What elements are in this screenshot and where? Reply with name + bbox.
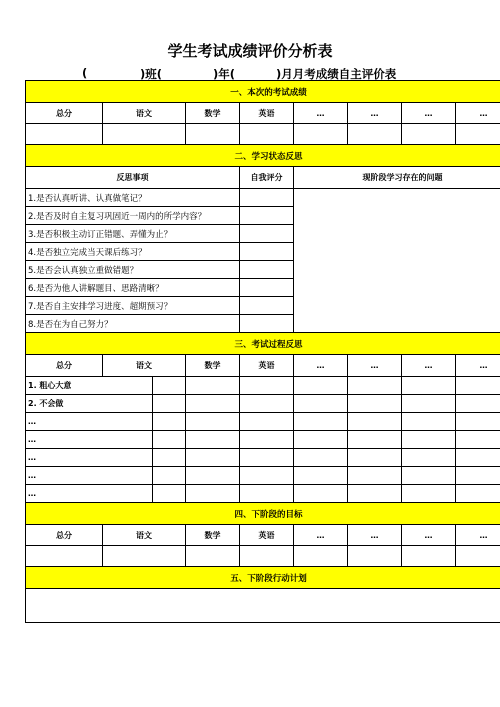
section3-header-row <box>26 355 500 377</box>
process-cell[interactable] <box>186 449 240 467</box>
header-ellipsis: … <box>348 355 402 377</box>
process-cell[interactable] <box>348 413 402 431</box>
header-current-problems: 现阶段学习存在的问题 <box>294 167 500 189</box>
section4-header-row <box>26 525 500 546</box>
header-chinese: 语文 <box>103 525 186 546</box>
process-cell[interactable] <box>456 485 500 503</box>
reflection-row <box>26 189 500 207</box>
header-english: 英语 <box>240 525 294 546</box>
target-cell[interactable] <box>294 546 348 567</box>
score-cell[interactable] <box>348 124 402 145</box>
self-score-cell[interactable] <box>240 225 294 243</box>
process-cell[interactable] <box>294 413 348 431</box>
header-ellipsis: … <box>402 103 456 124</box>
reflection-item: 3.是否积极主动订正错题、弄懂为止？ <box>26 225 240 243</box>
process-cell[interactable] <box>348 377 402 395</box>
process-cell[interactable] <box>294 377 348 395</box>
section3-heading: 三、考试过程反思 <box>26 333 500 355</box>
score-cell[interactable] <box>186 124 240 145</box>
header-math: 数学 <box>186 355 240 377</box>
score-cell[interactable] <box>456 124 500 145</box>
process-row <box>26 377 500 395</box>
process-row <box>26 395 500 413</box>
self-score-cell[interactable] <box>240 189 294 207</box>
self-score-cell[interactable] <box>240 315 294 333</box>
section2-heading: 二、学习状态反思 <box>26 145 500 167</box>
process-cell[interactable] <box>186 377 240 395</box>
score-cell[interactable] <box>103 124 186 145</box>
process-row <box>26 449 500 467</box>
process-cell[interactable] <box>402 377 456 395</box>
header-ellipsis: … <box>402 355 456 377</box>
section1-header-row <box>26 103 500 124</box>
process-cell[interactable] <box>294 467 348 485</box>
self-score-cell[interactable] <box>240 243 294 261</box>
reflection-item: 6.是否为他人讲解题目、思路清晰？ <box>26 279 240 297</box>
evaluation-table <box>25 80 500 623</box>
reflection-item: 8.是否在为自己努力？ <box>26 315 240 333</box>
header-total: 总分 <box>26 103 103 124</box>
process-label: … <box>26 449 153 467</box>
process-cell[interactable] <box>348 449 402 467</box>
process-cell[interactable] <box>294 449 348 467</box>
score-cell[interactable] <box>294 124 348 145</box>
header-ellipsis: … <box>294 103 348 124</box>
score-cell[interactable] <box>240 124 294 145</box>
target-cell[interactable] <box>240 546 294 567</box>
process-cell[interactable] <box>240 377 294 395</box>
header-ellipsis: … <box>348 103 402 124</box>
self-score-cell[interactable] <box>240 207 294 225</box>
target-cell[interactable] <box>186 546 240 567</box>
action-plan-area[interactable] <box>26 589 500 623</box>
header-self-score: 自我评分 <box>240 167 294 189</box>
process-cell[interactable] <box>153 467 186 485</box>
process-cell[interactable] <box>456 377 500 395</box>
process-cell[interactable] <box>153 395 186 413</box>
problems-cell[interactable] <box>294 189 500 333</box>
header-chinese: 语文 <box>103 103 186 124</box>
process-cell[interactable] <box>186 395 240 413</box>
process-cell[interactable] <box>240 395 294 413</box>
header-ellipsis: … <box>294 355 348 377</box>
process-cell[interactable] <box>294 431 348 449</box>
subtitle-year: )年( <box>213 67 236 81</box>
process-cell[interactable] <box>240 431 294 449</box>
process-label: 2. 不会做 <box>26 395 153 413</box>
process-cell[interactable] <box>186 467 240 485</box>
process-cell[interactable] <box>153 413 186 431</box>
process-cell[interactable] <box>348 485 402 503</box>
process-label: … <box>26 413 153 431</box>
reflection-item: 2.是否及时自主复习巩固近一周内的所学内容？ <box>26 207 240 225</box>
process-cell[interactable] <box>186 485 240 503</box>
section2-header-row <box>26 167 500 189</box>
header-ellipsis: … <box>402 525 456 546</box>
page-title: 学生考试成绩评价分析表 <box>167 42 333 60</box>
process-label: … <box>26 431 153 449</box>
subtitle-month: )月月考成绩自主评价表 <box>276 67 397 81</box>
section1-score-row <box>26 124 500 145</box>
subtitle-open-paren: ( <box>82 66 88 80</box>
process-cell[interactable] <box>186 431 240 449</box>
header-chinese: 语文 <box>103 355 186 377</box>
process-row <box>26 485 500 503</box>
process-row <box>26 467 500 485</box>
header-ellipsis: … <box>294 525 348 546</box>
header-reflection-items: 反思事项 <box>26 167 240 189</box>
process-cell[interactable] <box>456 413 500 431</box>
process-cell[interactable] <box>153 377 186 395</box>
process-cell[interactable] <box>402 431 456 449</box>
process-cell[interactable] <box>186 413 240 431</box>
process-cell[interactable] <box>153 431 186 449</box>
subtitle-class: )班( <box>140 67 163 81</box>
process-label: … <box>26 467 153 485</box>
header-math: 数学 <box>186 525 240 546</box>
process-cell[interactable] <box>456 449 500 467</box>
reflection-item: 4.是否独立完成当天课后练习？ <box>26 243 240 261</box>
target-cell[interactable] <box>348 546 402 567</box>
header-total: 总分 <box>26 355 103 377</box>
score-cell[interactable] <box>26 124 103 145</box>
process-cell[interactable] <box>348 431 402 449</box>
process-cell[interactable] <box>240 449 294 467</box>
section5-heading: 五、下阶段行动计划 <box>26 567 500 589</box>
process-cell[interactable] <box>402 413 456 431</box>
process-row <box>26 413 500 431</box>
target-cell[interactable] <box>402 546 456 567</box>
header-ellipsis: … <box>348 525 402 546</box>
process-cell[interactable] <box>294 395 348 413</box>
process-cell[interactable] <box>402 395 456 413</box>
process-label: … <box>26 485 153 503</box>
header-ellipsis: … <box>456 103 500 124</box>
target-cell[interactable] <box>456 546 500 567</box>
process-cell[interactable] <box>456 467 500 485</box>
header-english: 英语 <box>240 103 294 124</box>
section1-heading: 一、本次的考试成绩 <box>26 81 500 103</box>
header-total: 总分 <box>26 525 103 546</box>
process-cell[interactable] <box>348 395 402 413</box>
process-cell[interactable] <box>348 467 402 485</box>
process-cell[interactable] <box>456 431 500 449</box>
score-cell[interactable] <box>402 124 456 145</box>
process-cell[interactable] <box>153 485 186 503</box>
reflection-item: 7.是否自主安排学习进度、超期预习？ <box>26 297 240 315</box>
self-score-cell[interactable] <box>240 261 294 279</box>
reflection-item: 1.是否认真听讲、认真做笔记？ <box>26 189 240 207</box>
reflection-item: 5.是否会认真独立重做错题？ <box>26 261 240 279</box>
target-cell[interactable] <box>103 546 186 567</box>
process-row <box>26 431 500 449</box>
process-label: 1. 粗心大意 <box>26 377 153 395</box>
process-cell[interactable] <box>240 467 294 485</box>
process-cell[interactable] <box>240 413 294 431</box>
section4-target-row <box>26 546 500 567</box>
process-cell[interactable] <box>402 467 456 485</box>
header-ellipsis: … <box>456 525 500 546</box>
process-cell[interactable] <box>456 395 500 413</box>
process-cell[interactable] <box>240 485 294 503</box>
process-cell[interactable] <box>402 449 456 467</box>
section4-heading: 四、下阶段的目标 <box>26 503 500 525</box>
process-cell[interactable] <box>402 485 456 503</box>
header-english: 英语 <box>240 355 294 377</box>
process-cell[interactable] <box>294 485 348 503</box>
self-score-cell[interactable] <box>240 297 294 315</box>
target-cell[interactable] <box>26 546 103 567</box>
header-math: 数学 <box>186 103 240 124</box>
self-score-cell[interactable] <box>240 279 294 297</box>
process-cell[interactable] <box>153 449 186 467</box>
header-ellipsis: … <box>456 355 500 377</box>
